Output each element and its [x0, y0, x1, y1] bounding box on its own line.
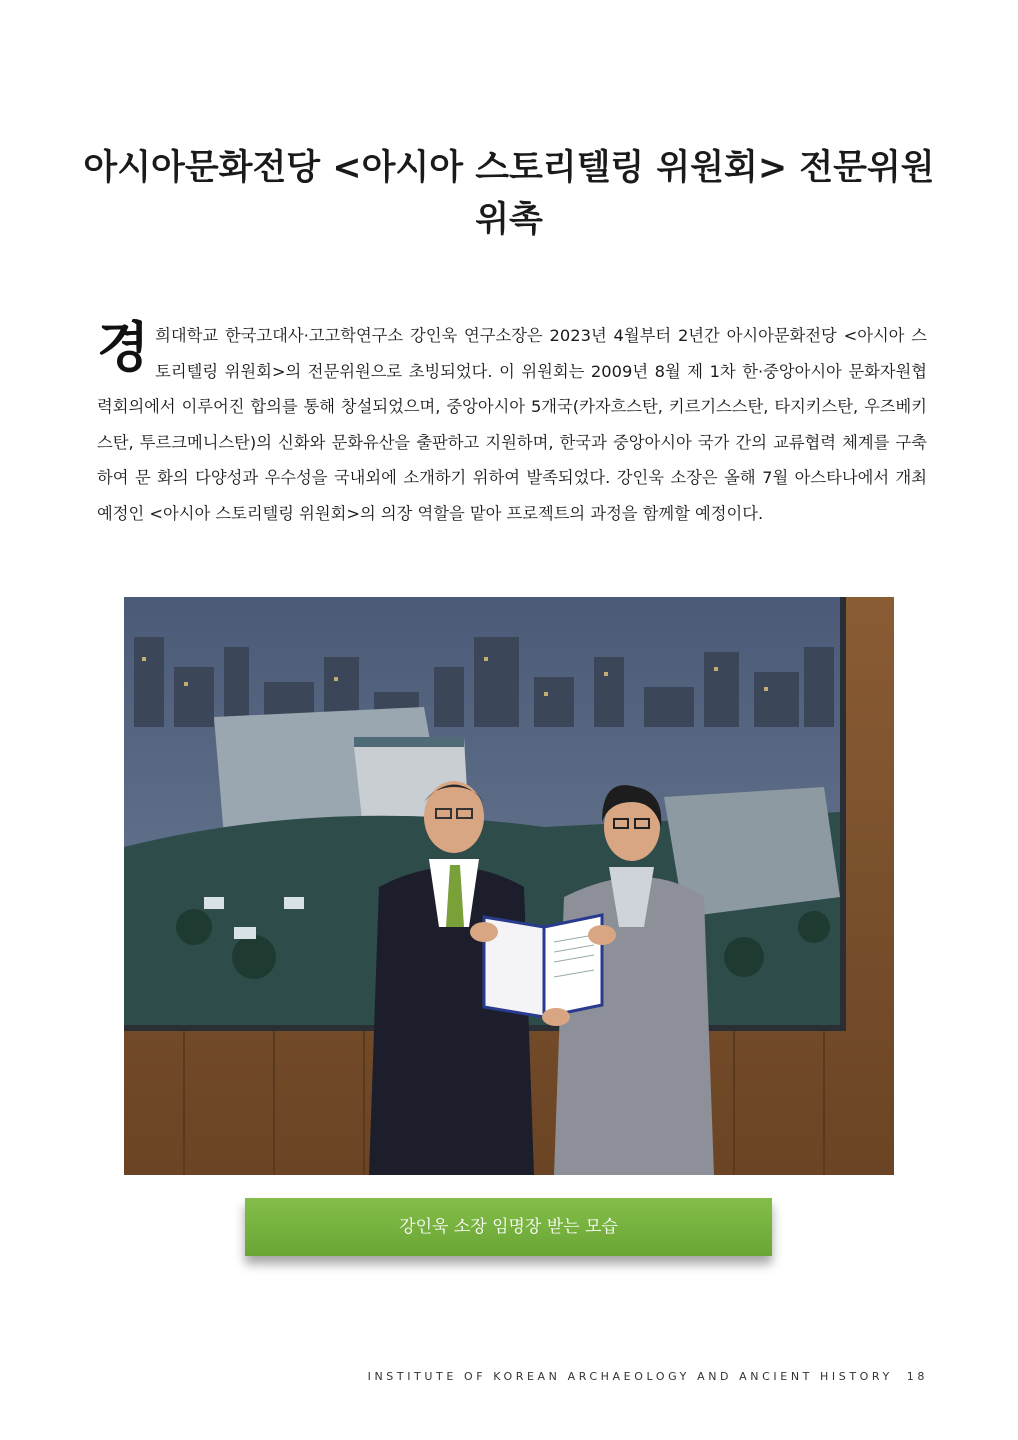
title-line-2: 위촉 — [475, 200, 543, 240]
body-paragraph: 희대학교 한국고대사·고고학연구소 강인욱 연구소장은 2023년 4월부터 2년간 아시아문화전당 <아시아 스토리텔링 위원회>의 전문위원으로 초빙되었다. 이 위원회는 2009년 8월 제 1차 한·중앙아시아 문화자원협력회의에서 이루어진 합의를 통해 창설되었으며, 중앙아시아 5개국(카자흐스탄, 키르기스스탄, 타지키스탄, 우즈베키스탄, 투르크메니스탄)의 신화와 문화유산을 출판하고 지원하며, 한국과 중앙아시아 국가 간의 교류협력 체계를 구축하여 문 화의 다양성과 우수성을 국내외에 소개하기 위하여 발족되었다. 강인욱 소장은 올해 7월 아스타나에서 개최 예정인 <아시아 스토리텔링 위원회>의 의장 역할을 맡아 프로젝트의 과정을 함께할 예정이다. — [97, 326, 927, 523]
drop-cap: 경 — [97, 316, 150, 379]
title-line-1: 아시아문화전당 <아시아 스토리텔링 위원회> 전문위원 — [83, 148, 935, 188]
article-title — [80, 142, 938, 246]
photo-caption: 강인욱 소장 임명장 받는 모습 — [245, 1198, 772, 1256]
article-body — [97, 318, 927, 531]
page-footer — [340, 1370, 928, 1383]
footer-institute-name: INSTITUTE OF KOREAN ARCHAEOLOGY AND ANCIENT HISTORY — [367, 1370, 893, 1383]
ceremony-photo — [124, 597, 894, 1175]
page-number: 18 — [906, 1370, 928, 1383]
